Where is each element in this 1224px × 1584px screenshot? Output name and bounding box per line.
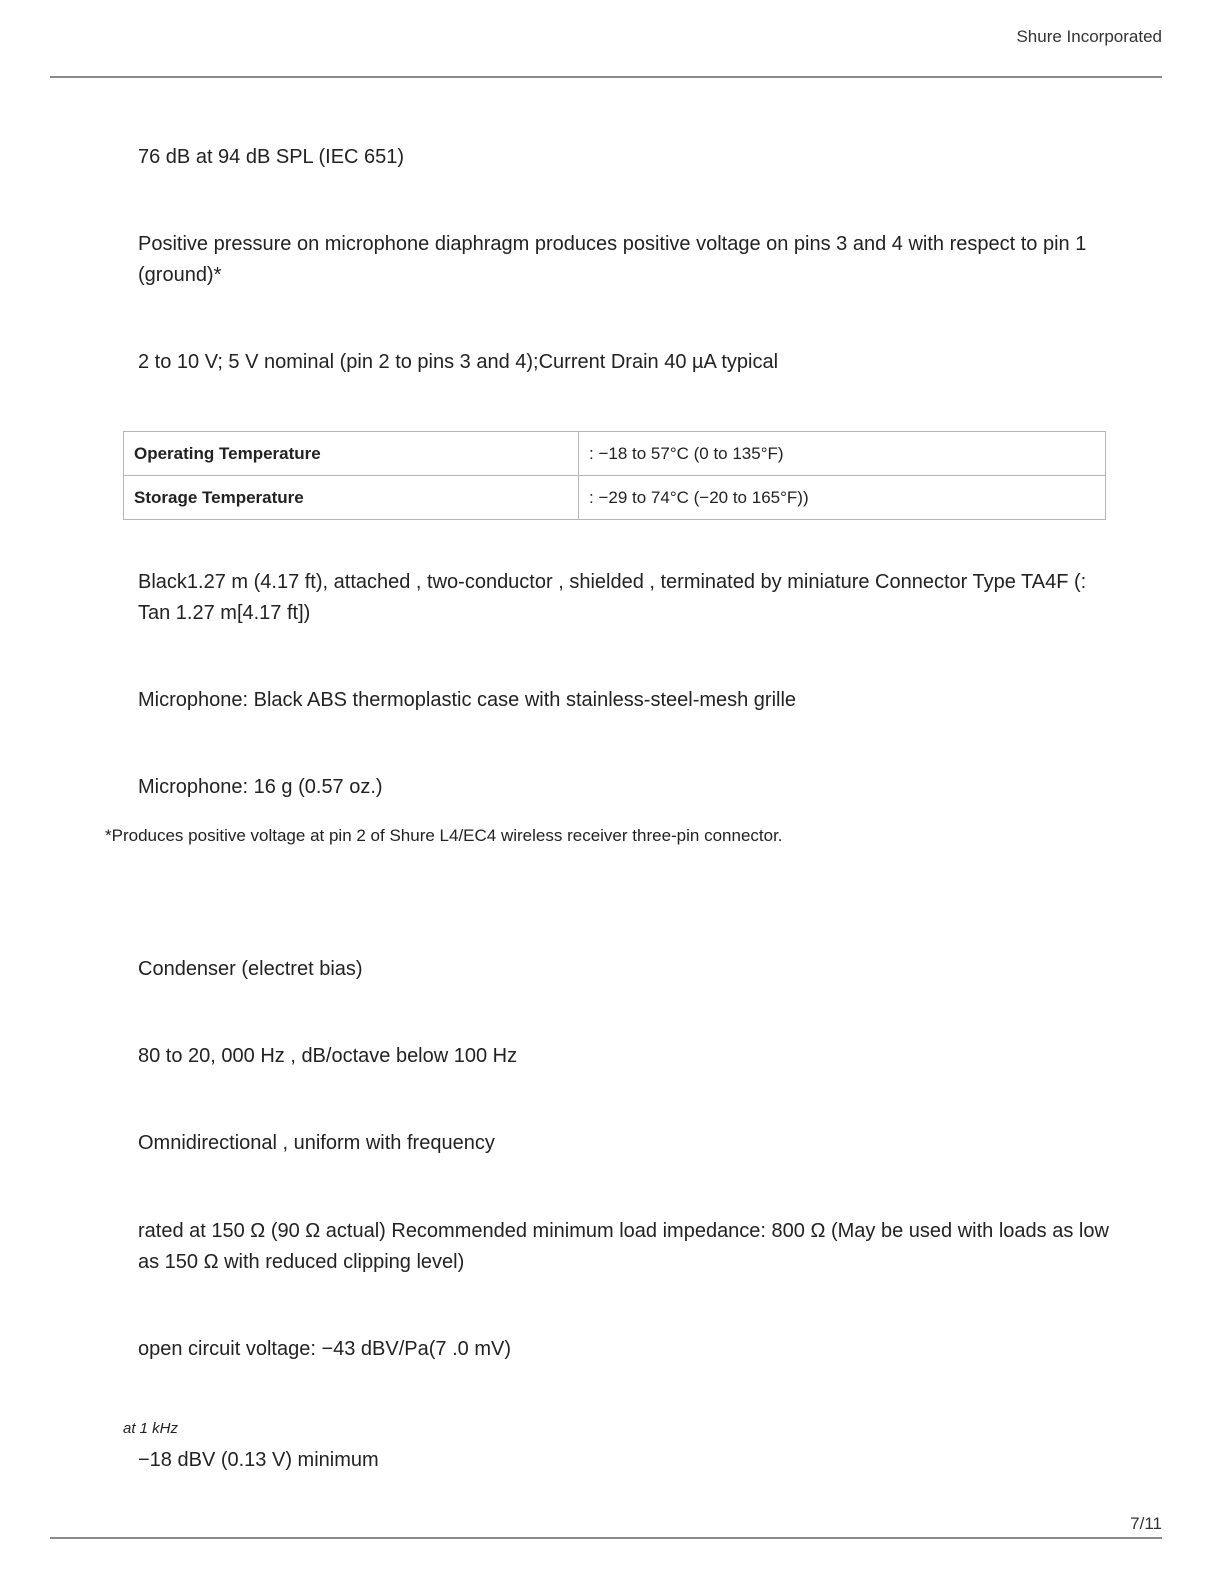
spec-power-requirements: 2 to 10 V; 5 V nominal (pin 2 to pins 3 and 4);Current Drain 40 µA typical: [138, 351, 779, 373]
storage-temperature-value: : −29 to 74°C (−20 to 165°F)): [579, 476, 1106, 520]
table-row: [124, 432, 1106, 476]
spec-maximum-output: −18 dBV (0.13 V) minimum: [138, 1449, 379, 1471]
temperature-table: [123, 431, 1106, 520]
operating-temperature-label: Operating Temperature: [124, 432, 579, 476]
spec-sensitivity-spl: 76 dB at 94 dB SPL (IEC 651): [138, 146, 405, 168]
header-divider: [50, 76, 1162, 78]
polarity-footnote: *Produces positive voltage at pin 2 of Shure L4/EC4 wireless receiver three-pin connector.: [105, 826, 783, 845]
storage-temperature-label: Storage Temperature: [124, 476, 579, 520]
header-company-name: Shure Incorporated: [1016, 27, 1162, 46]
spec-polarity: Positive pressure on microphone diaphragm produces positive voltage on pins 3 and 4 with respect to pin 1 (ground)*: [138, 233, 1087, 286]
spec-polar-pattern: Omnidirectional , uniform with frequency: [138, 1132, 495, 1154]
spec-cartridge-type: Condenser (electret bias): [138, 958, 363, 980]
spec-net-weight: Microphone: 16 g (0.57 oz.): [138, 776, 383, 798]
page-number: 7/11: [1130, 1514, 1162, 1533]
spec-sensitivity: open circuit voltage: −43 dBV/Pa(7 .0 mV): [138, 1338, 511, 1360]
footer-divider: [50, 1537, 1162, 1539]
table-row: [124, 476, 1106, 520]
spec-output-impedance: rated at 150 Ω (90 Ω actual) Recommended minimum load impedance: 800 Ω (May be used with loads as low as 150 Ω with reduced clipping level): [138, 1220, 1109, 1273]
spec-frequency-response: 80 to 20, 000 Hz , dB/octave below 100 Hz: [138, 1045, 518, 1067]
clipping-frequency-label: at 1 kHz: [123, 1420, 179, 1437]
operating-temperature-value: : −18 to 57°C (0 to 135°F): [579, 432, 1106, 476]
spec-housing: Microphone: Black ABS thermoplastic case with stainless-steel-mesh grille: [138, 689, 797, 711]
spec-cable: Black1.27 m (4.17 ft), attached , two-conductor , shielded , terminated by miniature Connector Type TA4F (: Tan 1.27 m[4.17 ft]): [138, 571, 1087, 624]
